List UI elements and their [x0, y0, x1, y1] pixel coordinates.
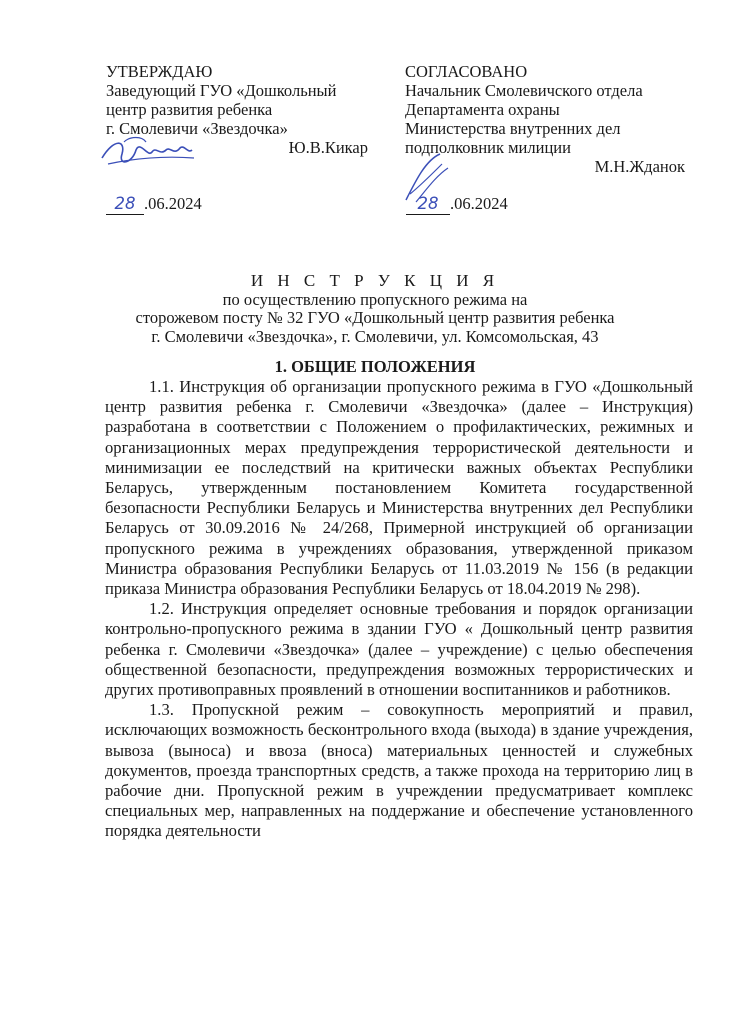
- approval-heading: УТВЕРЖДАЮ: [106, 62, 213, 81]
- handwritten-day: 28: [417, 194, 439, 213]
- paragraph-1-1: 1.1. Инструкция об организации пропускного режима в ГУО «Дошкольный центр развития ребенка г. Смолевичи «Звездочка» (далее – Инструкция) разработана в соответствии с Положением о профилактических, режимных и организационных мерах предупреждения террористической деятельности и минимизации ее последствий на критически важных объектах Республики Беларусь, утвержденным постановлением Комитета государственной безопасности Республики Беларусь и Министерства внутренних дел Республики Беларусь от 30.09.2016 № 24/268, Примерной инструкцией об организации пропускного режима в учреждениях образования, утвержденной приказом Министра образования Республики Беларусь от 11.03.2019 № 156 (в редакции приказа Министра образования Республики Беларусь от 18.04.2019 № 298).: [105, 377, 693, 599]
- agreement-position-line: Министерства внутренних дел: [405, 119, 621, 138]
- signature-left: [96, 128, 196, 172]
- title-line: г. Смолевичи «Звездочка», г. Смолевичи, ул. Комсомольская, 43: [151, 326, 599, 346]
- agreement-position-line: подполковник милиции: [405, 138, 571, 157]
- agreement-position-line: Начальник Смолевичского отдела: [405, 81, 643, 100]
- title-line: сторожевом посту № 32 ГУО «Дошкольный центр развития ребенка: [135, 308, 615, 327]
- handwritten-day: 28: [114, 194, 136, 213]
- agreement-heading: СОГЛАСОВАНО: [405, 62, 528, 81]
- section-body: [105, 377, 693, 842]
- paragraph-1-3: 1.3. Пропускной режим – совокупность мероприятий и правил, исключающих возможность бесконтрольного входа (выхода) в здание учреждения, вывоза (выноса) и ввоза (вноса) материальных ценностей и служебных документов, проезда транспортных средств, а также прохода на территорию лиц в рабочие дни. Пропускной режим в учреждении предусматривает комплекс специальных мер, направленных на поддержание и обеспечение установленного порядка деятельности: [105, 700, 693, 841]
- approval-position-line: г. Смолевичи «Звездочка»: [106, 119, 288, 138]
- agreement-signatory: М.Н.Жданок: [594, 157, 685, 176]
- approval-date: [106, 194, 202, 215]
- title-line: по осуществлению пропускного режима на: [222, 289, 528, 309]
- approval-position-line: центр развития ребенка: [106, 100, 273, 119]
- document-title: [60, 272, 690, 346]
- section-heading: 1. ОБЩИЕ ПОЛОЖЕНИЯ: [274, 357, 476, 376]
- agreement-date: [406, 194, 508, 215]
- approval-position-line: Заведующий ГУО «Дошкольный: [106, 81, 337, 100]
- date-month-year: .06.2024: [144, 194, 202, 213]
- agreement-position-line: Департамента охраны: [405, 100, 560, 119]
- date-month-year: .06.2024: [450, 194, 508, 213]
- approval-signatory: Ю.В.Кикар: [288, 138, 368, 157]
- paragraph-1-2: 1.2. Инструкция определяет основные требования и порядок организации контрольно-пропускного режима в здании ГУО « Дошкольный центр развития ребенка г. Смолевичи «Звездочка» (далее – учреждение) с целью обеспечения общественной безопасности, предупреждения возможных террористических и других противоправных проявлений в отношении воспитанников и работников.: [105, 599, 693, 700]
- title-main: И Н С Т Р У К Ц И Я: [250, 271, 500, 290]
